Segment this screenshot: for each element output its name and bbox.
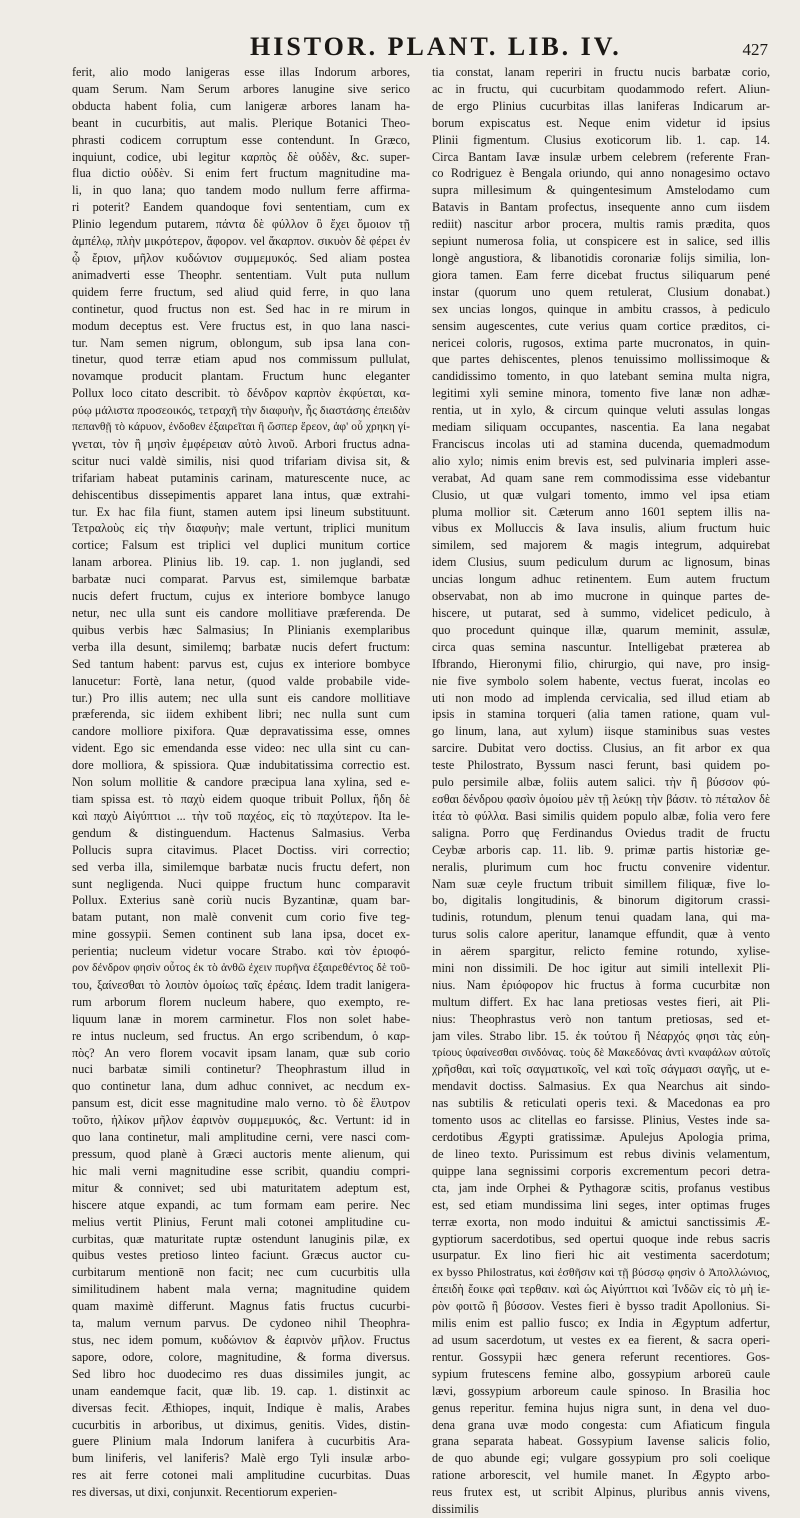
text-line: πεπανθῇ τὸ κάρυον, ἐνδοθεν ἐξαιρεῖται ἢ ὥσπερ ἔρεον, ἀφ' οὗ χρηκη γί- [72,420,410,434]
text-line: curbitarum mentionē non facit; nec cum cucurbitis ulla [72,1265,410,1280]
text-line: ᾧ ἔριον, μῆλον κυδώνιον συμμεμυκός. Sed aliam postea [72,250,410,265]
text-line: Clusio, ut quæ vulgari tomento, immo vel ipsa etiam [432,487,770,502]
text-line: gyptiorum sacerdotibus, sed opertui quoque inde rebus sacris [432,1231,770,1246]
text-line: novamque producit plantam. Fructum hunc eleganter [72,369,410,384]
text-line: mediam siliquam occupantes, nascentia. Ea lana negabat [432,420,770,435]
text-line: ρον δένδρον φησὶν οὗτος ἐκ τὸ ἀνθῶ ἐχειν πυρῆνα ἐξαιρεθέντος δὲ τοῦ- [72,961,410,975]
text-line: τοῦτο, ἡλίκον μῆλον ἐαρινὸν συμμεμυκός, &c. Vertunt: id in [72,1113,410,1128]
text-line: pressum, quod planè à Græci auctoris mente alienum, qui [72,1147,410,1161]
text-line: ἐπειδὴ ἔοικε φαὶ τερθαιν. καὶ ὡς Αἰγύπτιοι καὶ Ἰνδῶν εἰς τὸ μὴ ἱε- [432,1282,770,1297]
text-line: perientia; nucleum videtur vocare Strabo. καὶ τὸν ἐριοφό- [72,944,410,959]
left-column [72,64,410,1518]
text-line: Sed libro hoc duodecimo res duas dissimiles jungit, ac [72,1366,410,1381]
text-line: cerdotibus Ægypti gratissimæ. Apulejus Apologia prima, [432,1130,770,1145]
text-line: obducta habent folia, cum lanigeræ arbores lanam ha- [72,98,410,113]
text-line: nuci barbatæ simili continetur? Theophrastum illud in [72,1062,410,1077]
text-line: vibus ex Molluccis & Iava insulis, alium fructum huic [432,521,770,536]
right-column [432,64,770,1518]
text-line: beant in cucurbitis, aut malis. Plerique Botanici Theo- [72,115,410,130]
text-line: dena grana uvæ modo congesta: cum Afiaticum fingula [432,1417,770,1432]
text-line: scitur nuci valdè similis, nisi quod trifariam divisa sit, & [72,453,410,468]
text-line: tur.) Pro illis autem; nec ulla sunt eis candore mollitiave [72,690,410,705]
text-line: γνεται, τὸν ἢ μησὶν ἐμφέρειαν αὐτὸ λινοῦ. Arbori fructus adna- [72,436,410,451]
text-line: ἀμπέλῳ, πλὴν μικρότερον, ἄφορον. vel ἄκαρπον. σικυὸν δὲ φέρει ἐν [72,234,410,249]
text-line: go linum, lana, aut xylum) iisque staminibus suas vestes [432,724,770,739]
text-line: tiam spissa est. τὸ παχὺ eidem quoque tribuit Pollux, ἤδη δὲ [72,791,410,806]
text-line: est, sed etiam mundissima lini seges, inter optimas fruges [432,1197,770,1212]
text-line: quam Serum. Nam Serum arbores lanugine sive serico [72,81,410,96]
text-line: ρύῳ μάλιστα προσεοικός, τετραχῆ τὴν διαφυὴν, ἧς διαστάσης ἐπειδὰν [72,403,410,418]
text-line: liquum lanæ in morem carminetur. Flos non solet habe- [72,1011,410,1026]
text-line: mine gossypii. Semen continent sub lana ipsa, docet ex- [72,927,410,942]
text-line: instar (quorum uno quem retulerat, Clusium donabat.) [432,284,770,299]
text-line: ri poterit? Eandem quandoque fovi sententiam, cum ex [72,200,410,215]
text-line: Franciscus incolas uti ad stamina ducenda, quemadmodum [432,436,770,451]
text-line: vident. Ego sic emendanda esse video: nec ulla sint cu can- [72,741,410,756]
text-line: milis enim est pallio fusco; ex India in Ægyptum adfertur, [432,1316,770,1331]
text-line: candore molliore pixifora. Quæ depravatissima esse, omnes [72,724,410,739]
text-line: supra millesimum & quingentesimum Amstelodamo cum [432,183,770,198]
text-line: verabat, Ad quam sane rem commodissima esse videbantur [432,470,770,485]
text-line: ἰτέα τὸ φύλλα. Basi similis quidem populo albæ, folia vero fere [432,808,770,823]
text-line: ad usum sacerdotum, ut vestes ex ea fierent, & sacra operi- [432,1332,770,1347]
text-line: sed verba illa, similemque barbatæ nucis fructu defert, non [72,859,410,874]
text-line: alio xylo; nimis enim brevis est, sed pulvinaria impleri asse- [432,453,770,468]
text-line: circa quas semina nascuntur. Intelligebat præterea ab [432,639,770,654]
text-line: τρίους ὑφαίνεσθαι σινδόνας. τοὺς δὲ Μακεδόνας ἀντὶ κναφάλων αὐτοῖς [432,1045,770,1059]
text-line: uti non modo ad implenda cervicalia, sed illud etiam ab [432,690,770,705]
text-line: teste Philostrato, Byssum nasci ferunt, basi quidem po- [432,758,770,773]
text-line: bum liniferis, vel laniferis? Malè ergo Tyli insulæ arbo- [72,1451,410,1466]
text-line: co Rodriguez è Bengala oriundo, qui anno nonagesimo octavo [432,166,770,181]
text-line: tur. Nam semen nigrum, oblongum, sub ipsa lana con- [72,335,410,350]
text-line: Sed tantum habent: parvus est, cujus ex interiore bombyce [72,656,410,671]
text-line: nie five symbolo solem habente, vectus fuerat, incolas eo [432,673,770,688]
text-line: lanucetur: Fortè, lana netur, (quod valde probabile vide- [72,673,410,688]
text-line: præferenda, sic iidem exhibent libri; nec nulla sunt cum [72,707,410,722]
text-line: quibus verbis hæc Salmasius; In Plinianis exemplaribus [72,622,410,637]
text-line: quam maximè differunt. Magnus fatis fructus cucurbi- [72,1299,410,1314]
text-line: quidem ferre fructum, sed aliud quid ferre, in quo lana [72,284,410,299]
text-line: similitudinem habent mala verna; magnitudine quidem [72,1282,410,1297]
text-line: similem, sed majorem & magis integrum, adquirebat [432,538,770,553]
text-line: quippe lana segnissimi corporis excrementum pecori detra- [432,1163,770,1178]
text-line: dore molliora, & spissiora. Quæ indubitatissima correctio est. [72,758,410,773]
text-line: uncias longum adhuc retinentem. Eum autem fructum [432,572,770,587]
text-line: hic mali verni magnitudine esse scribit, quandiu compri- [72,1163,410,1178]
text-line: Circa Bantam Iavæ insulæ urbem celebrem (referente Fran- [432,149,770,164]
text-line: unam eandemque facit, quæ lib. 19. cap. 1. distinxit ac [72,1383,410,1398]
text-line: ratione arborescit, vel humile manet. In Ægypto arbo- [432,1468,770,1483]
text-line: saligna. Porro quę Ferdinandus Oviedus tradit de fructu [432,825,770,840]
text-line: grana separata habeat. Gossypium Iavense salicis folio, [432,1434,770,1449]
text-line: ipsis in stamina torqueri (alia tamen ratione, quam vul- [432,707,770,722]
text-line: tudinis, rotundum, plenum tenui quadam lana, qui ma- [432,910,770,925]
text-line: sypium frutescens femine albo, gossypium arboreū caule [432,1366,770,1381]
text-line: neralis, plurimum cum hoc fructu convenire videntur. [432,859,770,874]
text-line: tia constat, lanam reperiri in fructu nucis barbatæ corio, [432,65,770,79]
text-line: sensim augescentes, cute verius quam cortice præditos, ci- [432,318,770,333]
text-line: res ait ferre cotonei mali amplitudine cucurbitas. Duas [72,1468,410,1483]
text-line: nericei coloris, rugosos, extima parte mucronatos, in quin- [432,335,770,350]
text-line: πὸς? An vero florem vocavit ipsam lanam, quæ sub corio [72,1045,410,1060]
text-line: modum deceptus est. Vere fructus est, in quo lana nasci- [72,318,410,333]
text-line: in aërem spargitur, relicto femine rotundo, xylise- [432,944,770,959]
text-line: sarcire. Dubitat vero doctiss. Clusius, an fit arbor ex qua [432,741,770,756]
text-line: quo procedunt quinque illæ, quarum meminit, assulæ, [432,622,770,637]
text-line: idem Clusius, suum pediculum durum ac lignosum, binas [432,555,770,570]
text-line: phrasti codicem corruptum esse contendunt. In Græco, [72,132,410,147]
text-line: Plinio legendum putarem, πάντα δὲ φύλλον ὃ ἔχει ὅμοιον τῇ [72,217,410,232]
text-line: χρῆσθαι, καὶ τοῖς σαγματικοῖς, vel καὶ τοῖς σάγμασι σαγῆς, ut e- [432,1062,770,1077]
text-line: curbitas, quæ maturitate ruptæ ostendunt lanuginis pilæ, ex [72,1231,410,1246]
text-line: tomento usos ac clitellas eo farsisse. Plinius, Vestes inde sa- [432,1113,770,1128]
text-line: bo, digitalis longitudinis, & binorum digitorum crassi- [432,893,770,908]
text-line: multum differt. Ex hac lana pretiosas vestes fieri, ait Pli- [432,994,770,1009]
text-line: stus, nec idem pomum, κυδώνιον & ἐαρινὸν μῆλον. Fructus [72,1332,410,1347]
text-line: terræ exorta, non modo induitui & amictui sanctissimis Æ- [432,1214,770,1229]
text-line: turus solis calore aperitur, lanamque effundit, quæ à vento [432,927,770,942]
text-line: του, ξαίνεσθαι τὸ λοιπὸν ὁμοίως ταῖς ἐρέαις. Idem tradit lanigera- [72,977,410,992]
text-line: candidissimo tomento, in quo latebant semina multa nigra, [432,369,770,384]
text-line: que partes dehiscentes, plenos tenuissimo mollissimoque & [432,352,770,367]
running-title: HISTOR. PLANT. LIB. IV. [250,32,622,61]
text-line: de quo abunde egi; vulgare gossypium pro soli coelique [432,1451,770,1466]
text-line: tur. Ex hac fila fiunt, stamen autem ipsi lineum substituunt. [72,504,410,519]
text-line: de lineo texto. Purissimum est rebus divinis velamentum, [432,1147,770,1161]
text-line: Batavis in Bantam profectus, insequente anno cum iisdem [432,200,770,215]
text-line: ex bysso Philostratus, καὶ ἐσθῆσιν καὶ τῇ βύσσῳ φησὶν ὁ Ἀπολλώνιος, [432,1265,770,1280]
text-line: nas subtilis & reticulati operis texi. & Macedonas ea pro [432,1096,770,1111]
text-line: re intus nucleum, sed fructus. An ergo scribendum, ὁ καρ- [72,1028,410,1043]
text-line: sapore, odore, colore, magnitudine, & forma diversus. [72,1349,410,1364]
text-line: hiscere, ut putarat, sed à summo, videlicet pediculo, à [432,606,770,620]
text-line: usurpatur. Ex lino fieri hic ait vestimenta sacerdotum; [432,1248,770,1263]
text-line: Plinii figmentum. Clusius exoticorum lib. 1. cap. 14. [432,132,770,147]
text-line: rum arborum florem nucleum habere, quo exempto, re- [72,994,410,1009]
text-line: pulo persimile albæ, foliis autem salici. τὴν ἢ βύσσον φύ- [432,775,770,790]
text-line: li, in quo lana; quo tandem modo nullum ferre affirma- [72,183,410,198]
text-line: mitur & connivet; sed ubi maturitatem adeptum est, [72,1180,410,1195]
text-line: melius vertit Plinius, Ferunt mali cotonei amplitudine cu- [72,1214,410,1229]
text-line: gendum & distinguendum. Hactenus Salmasius. Verba [72,825,410,840]
page-number: 427 [742,40,768,59]
text-line: cucurbitis in arboribus, ut diximus, genitis. Vides, distin- [72,1417,410,1432]
text-line: sunt negligenda. Nuci quippe fructum hunc comparavit [72,876,410,891]
text-line: guere Plinium mala Indorum lanifera à cucurbitis Ara- [72,1434,410,1449]
text-line: nucis defert fructum, cujus ex interiore bombyce lanugo [72,589,410,604]
text-line: mini non dissimili. De hoc igitur aut simili intellexit Pli- [432,961,770,976]
text-line: Pollucis supra citavimus. Placet Doctiss. viri correctio; [72,842,410,857]
text-line: quo continetur lana, dum adhuc connivet, ac necdum ex- [72,1079,410,1094]
text-line: giora tamen. Eam ferre dicebat fructus siliquarum pené [432,267,770,282]
text-line: netur, nec ulla sunt eis candore mollitiave præferenda. De [72,606,410,620]
text-line: observabat, non ab imo mucrone in quinque partes de- [432,589,770,604]
text-line: rentia, ut in xylo, & circum quinque veluti assulas longas [432,403,770,418]
text-line: de ergo Plinius cucurbitas illas laniferas Indicarum ar- [432,98,770,113]
text-line: rentur. Gossypii hæc genera referunt recentiores. Gos- [432,1349,770,1364]
text-line: borum expiscatus est. Neque enim videtur id ipsius [432,115,770,130]
text-line: reus frutex est, ut scribit Alpinus, pluribus annis vivens, [432,1485,770,1500]
text-line: verba illa desunt, similemq; barbatæ nucis defert fructum: [72,639,410,654]
text-line: Non solum mollitie & candore præcipua lana xylina, sed e- [72,775,410,790]
text-line: rediit) nascitur arbor procera, multis ramis prædita, quos [432,217,770,232]
text-line: Pollux loco citato describit. τὸ δένδρον καρπὸν ἐκφύεται, κα- [72,386,410,401]
text-line: pansum est, dicit esse magnitudine malo verno. τὸ δὲ ἔλυτρον [72,1096,410,1111]
text-line: εσθαι δένδρου φασὶν ὁμοίου μὲν τῇ λεύκῃ τὴν βάσιν. τὸ πέταλον δὲ [432,791,770,806]
text-line: inquiunt, codice, ubi legitur καρπὸς δὲ οὐδὲν, &c. super- [72,149,410,164]
text-line: quibus vestes pretioso linteo faciunt. Græcus auctor cu- [72,1248,410,1263]
text-line: nius: Theophrastus verò non tantum pretiosas, sed et- [432,1011,770,1026]
text-line: sepiunt numerosa folia, ut conspicere est in salice, sed illis [432,234,770,249]
text-line: Τετραλοὺς εἰς τὴν διαφυὴν; male vertunt, triplici munitum [72,521,410,536]
text-line: flua dictio οὐδὲν. Si enim fert fructum magnitudine ma- [72,166,410,181]
text-line: ta, malum vernum parvus. De cydoneo nihil Theophra- [72,1316,410,1331]
text-line: diversas fecit. Æthiopes, inquit, Indique è malis, Arabes [72,1400,410,1415]
text-line: tinetur, quod terræ etiam apud nos commissum pullulat, [72,352,410,367]
text-line: longè angustiora, & libanotidis coronariæ folijs similia, lon- [432,250,770,265]
text-line: quo lana continetur, mali amplitudine cerni, vere nasci com- [72,1130,410,1145]
text-line: res diversas, ut dixi, conjunxit. Recentiorum experien- [72,1485,338,1500]
text-line: barbatæ nuci comparat. Parvus est, similemque barbatæ [72,572,410,587]
text-line: pluma mollior sit. Cæterum anno 1601 septem illis na- [432,504,770,519]
text-line: batam putant, non malè convenit cum corio five teg- [72,910,410,925]
text-line: dehiscentibus dissepimentis apparet lana intus, quæ extrahi- [72,487,410,502]
text-line: ρὸν φοιτῶ ἢ βύσσον. Vestes fieri è bysso tradit Apollonius. Si- [432,1299,770,1314]
running-head [72,30,770,64]
text-line: hiscere atque expandi, ac tum formam eam perire. Nec [72,1197,410,1212]
text-line: Ceybæ arboris cap. 11. lib. 9. primæ partis historiæ ge- [432,842,770,857]
text-line: ferit, alio modo lanigeras esse illas Indorum arbores, [72,65,410,79]
text-columns [72,64,770,1518]
text-line: genus reperitur. femina hujus nigra sunt, in dena vel duo- [432,1400,770,1415]
text-line: καὶ παχὺ Αἰγύπτιοι ... τὴν τοῦ παχέος, εἰς τὸ παχύτερον. Ita le- [72,808,410,823]
text-line: animadverti esse Theophr. sententiam. Vult puta nullum [72,267,410,282]
text-line: Ifbrando, Hieronymi filio, chirurgio, qui nave, pro insig- [432,656,770,671]
text-line: cta, jam inde Orphei & Pythagoræ scitis, profanus vestibus [432,1180,770,1195]
text-line: ac in fructu, qui cucurbitam quodammodo refert. Aliun- [432,81,770,96]
text-line: trifariam habeat putaminis carinam, maturescente nuce, ac [72,470,410,485]
text-line: dissimilis [432,1502,479,1517]
text-line: jam viles. Strabo libr. 15. ἐκ τούτου ἢ Νέαρχός φησι τὰς εὐη- [432,1028,770,1043]
text-line: Pollux. Exterius sanè coriù nucis Byzantinæ, quam bar- [72,893,410,908]
text-line: lanam arborea. Plinius lib. 19. cap. 1. non juglandi, sed [72,555,410,570]
text-line: sex uncias longos, quinque in ambitu crassos, à pediculo [432,301,770,316]
text-line: mendavit doctiss. Salmasius. Ex qua Nearchus ait sindo- [432,1079,770,1094]
text-line: continetur, quod fructus non est. Sed hac in re mirum in [72,301,410,316]
text-line: nius. Nam ἐριόφορον hic fructus à forma cucurbitæ non [432,977,770,992]
text-line: lævi, gossypium arboreum caule spinoso. In Brasilia hoc [432,1383,770,1398]
text-line: Nam suæ ceyle fructum tribuit simillem filiquæ, five lo- [432,876,770,891]
text-line: cortice; Falsum est triplici vel duplici munitum cortice [72,538,410,553]
text-line: legitimi xyli semine minora, tomento five lanæ non adhæ- [432,386,770,401]
